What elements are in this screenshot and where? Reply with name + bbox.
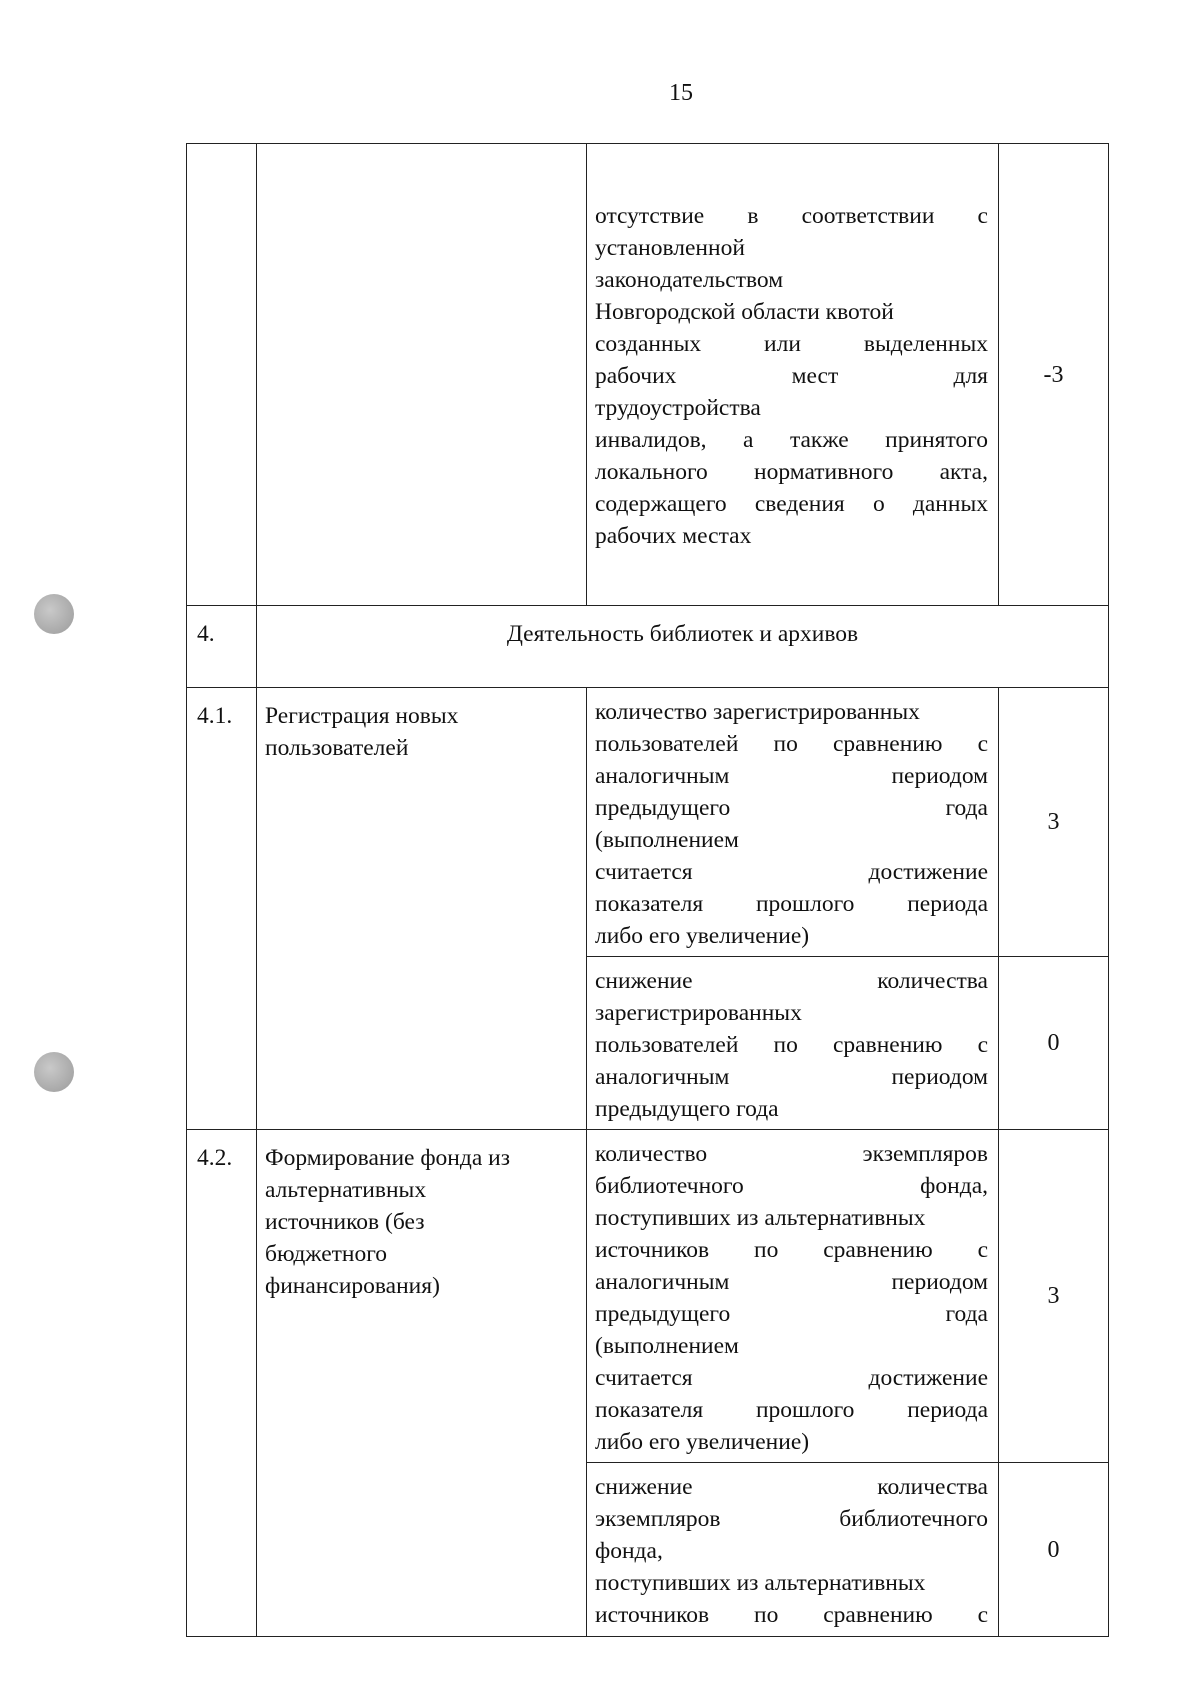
criteria-table [186,143,1109,1637]
section-number: 4. [187,606,257,688]
score-cell: 3 [999,688,1109,957]
score-cell: 0 [999,957,1109,1130]
table-row [187,688,1109,957]
page-number: 15 [669,80,693,106]
criterion-cell: снижение количества зарегистрированных пользователей по сравнению с аналогичным периодом предыдущего года [587,957,999,1130]
item-name: Регистрация новых пользователей [257,688,587,1130]
score-cell: -3 [999,144,1109,606]
section-title: Деятельность библиотек и архивов [257,606,1109,688]
punch-hole-lower [34,1052,74,1092]
number-cell [187,144,257,606]
item-number: 4.1. [187,688,257,1130]
criterion-cell: отсутствие в соответствии с установленной законодательством Новгородской области квотой созданных или выделенных рабочих мест для трудоустройства инвалидов, а также принятого локального нормативного акта, содержащего сведения о данных рабочих местах [587,144,999,606]
table-row [187,1130,1109,1463]
score-cell: 3 [999,1130,1109,1463]
criterion-cell: снижение количества экземпляров библиотечного фонда, поступивших из альтернативных источников по сравнению с [587,1463,999,1637]
item-name: Формирование фонда из альтернативных источников (без бюджетного финансирования) [257,1130,587,1637]
punch-hole-upper [34,594,74,634]
criterion-cell: количество зарегистрированных пользователей по сравнению с аналогичным периодом предыдущего года (выполнением считается достижение показателя прошлого периода либо его увеличение) [587,688,999,957]
section-row [187,606,1109,688]
name-cell [257,144,587,606]
score-cell: 0 [999,1463,1109,1637]
criterion-cell: количество экземпляров библиотечного фонда, поступивших из альтернативных источников по сравнению с аналогичным периодом предыдущего года (выполнением считается достижение показателя прошлого периода либо его увеличение) [587,1130,999,1463]
item-number: 4.2. [187,1130,257,1637]
table-row [187,144,1109,606]
